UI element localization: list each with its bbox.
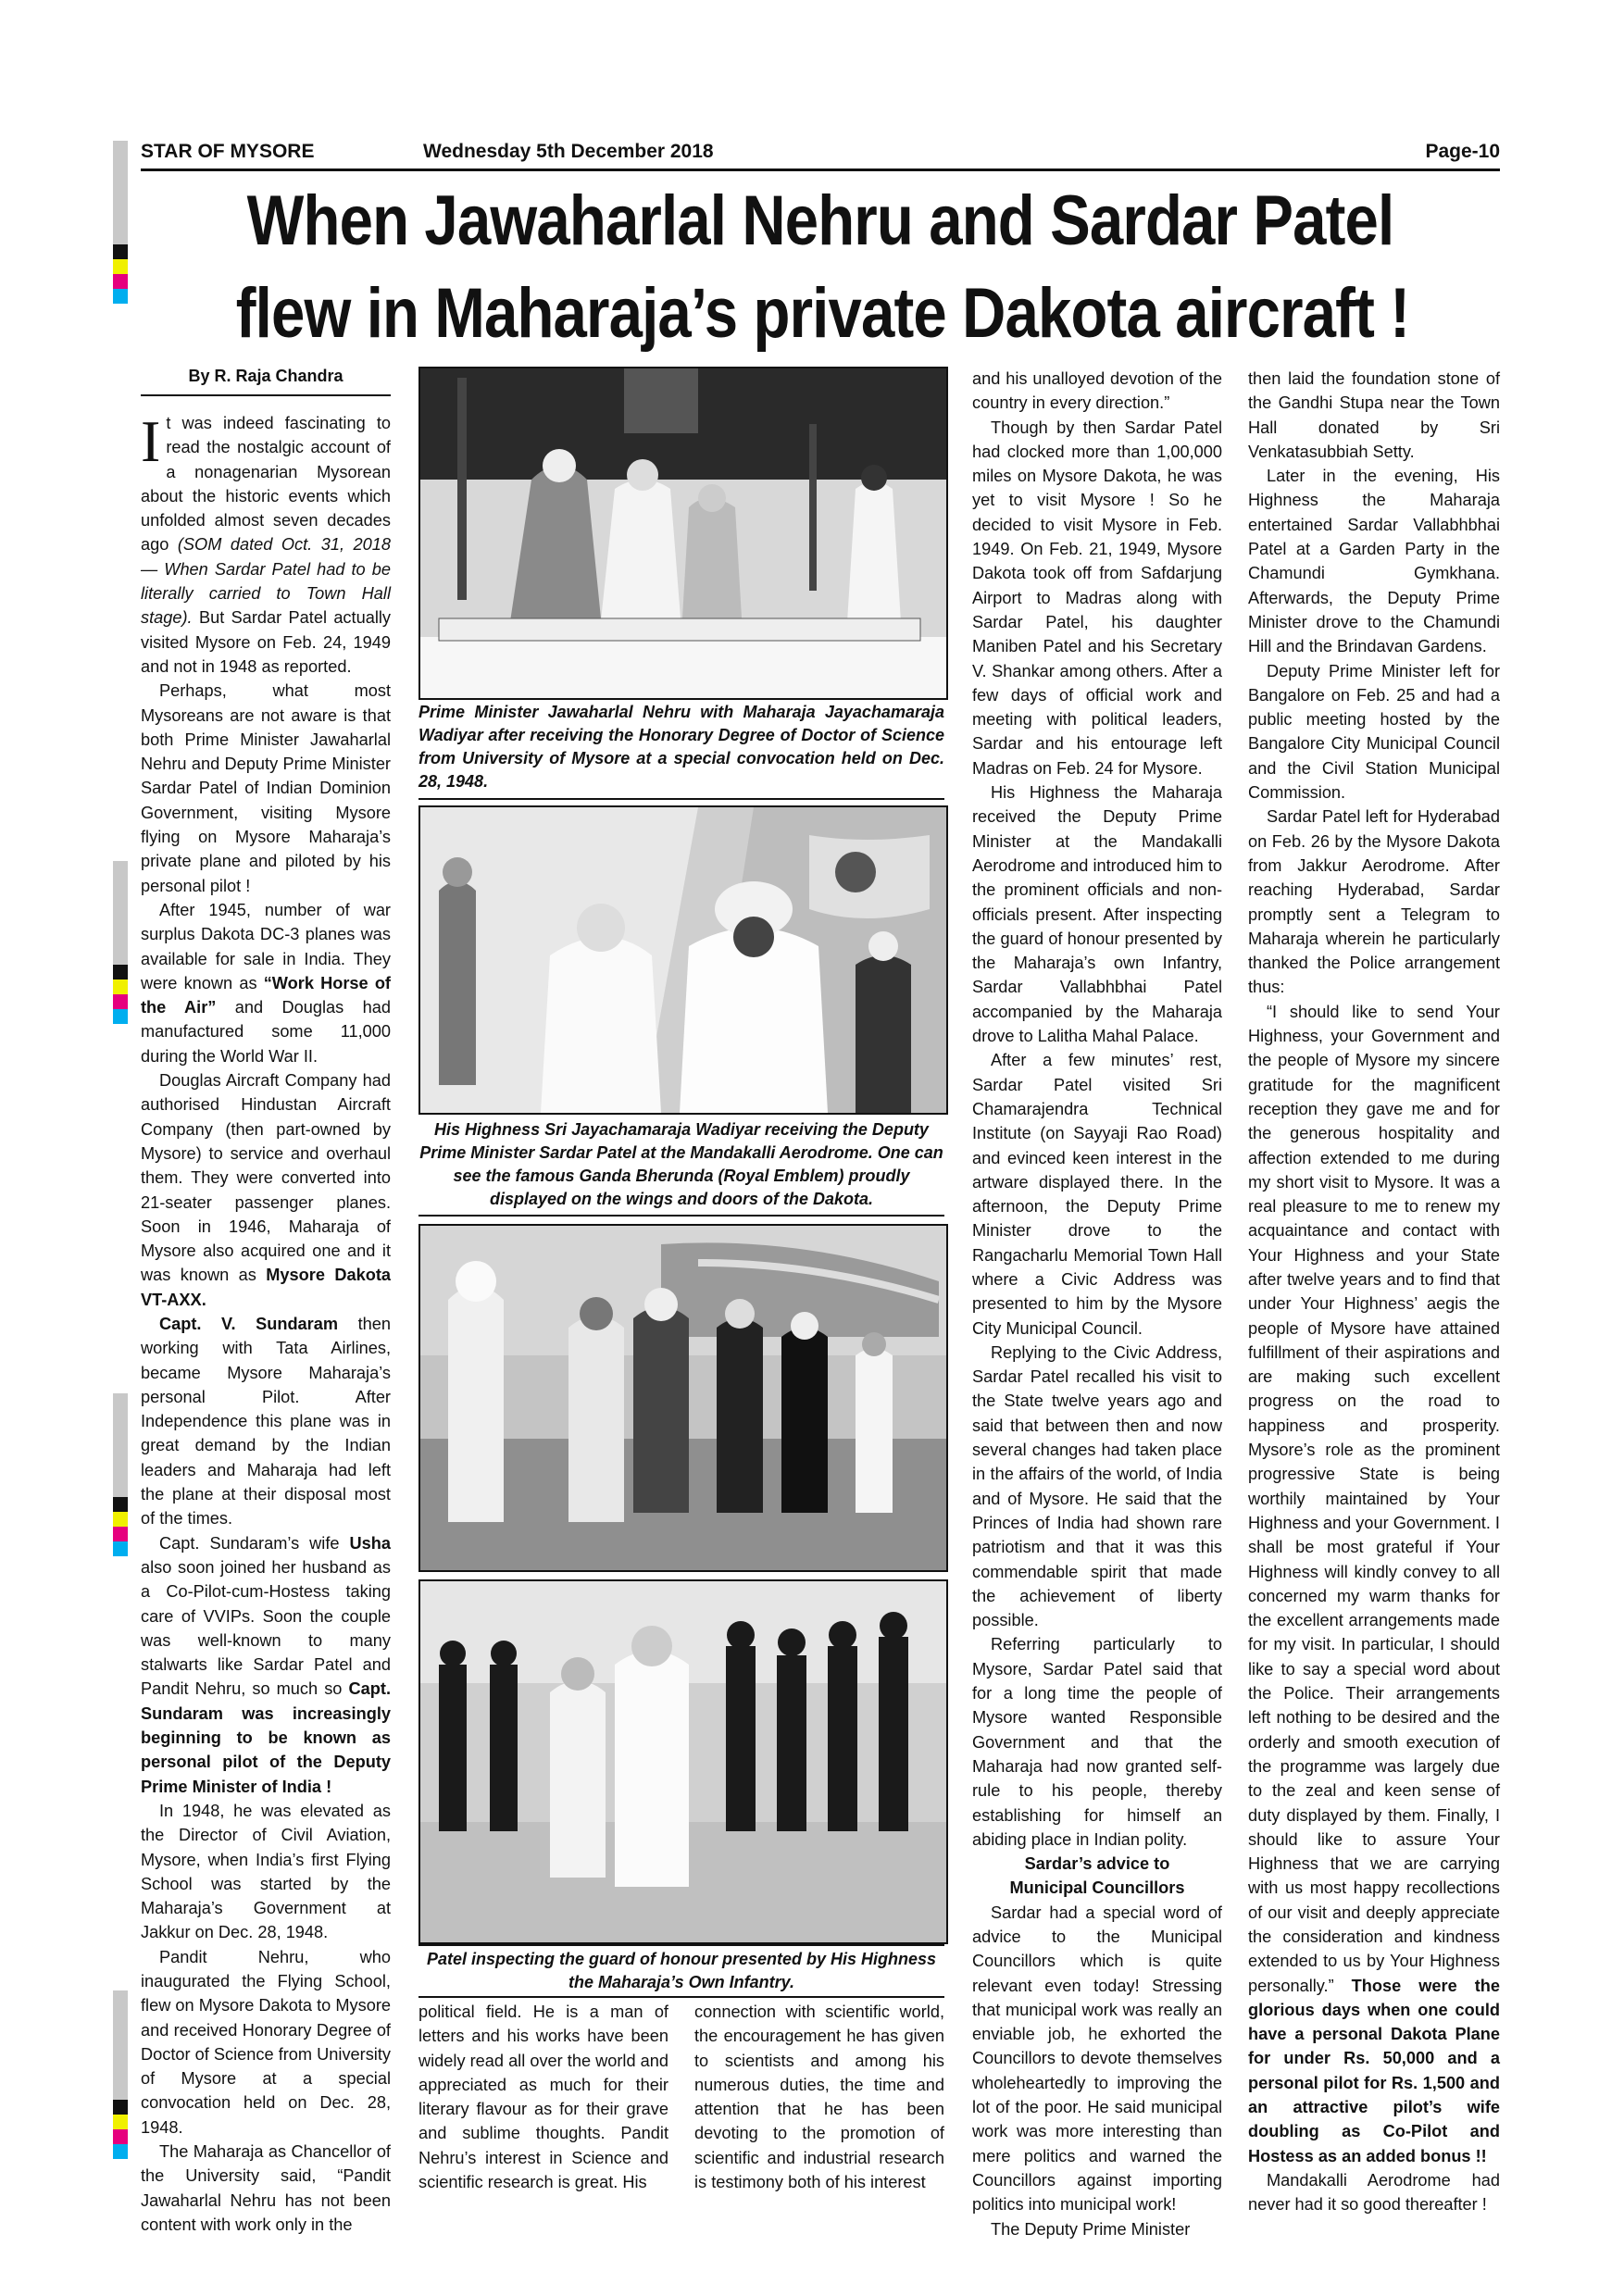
color-registration-mark [113,1990,128,2159]
publication-name: STAR OF MYSORE [141,141,315,162]
article-column-4: and his unalloyed devotion of the country in every direction.” Though by then Sardar Patel had clocked more than 1,00,000 miles on Mysore Dakota, he was yet to visit Mysore ! So he decided to visit Mysore in Feb. 1949. On Feb. 21, 1949, Mysore Dakota took off from Safdarjung Airport to Madras along with Sardar Patel, his daughter Maniben Patel and his Secretary V. Shankar among others. After a few days of official work and meeting with political leaders, Sardar and his entourage left Madras on Feb. 24 for Mysore. His Highness the Maharaja received the Deputy Prime Minister at the Mandakalli Aerodrome and introduced him to the prominent officials and non-officials present. After inspecting the guard of honour presented by the Maharaja’s own Infantry, Sardar Vallabhbhai Patel accompanied by the Maharaja drove to Lalitha Mahal Palace. After a few minutes’ rest, Sardar Patel visited Sri Chamarajendra Technical Institute (on Sayyaji Rao Road) and evinced keen interest in the artware displayed there. In the afternoon, the Deputy Prime Minister drove to the Rangacharlu Memorial Town Hall where a Civic Address was presented to him by the Mysore City Municipal Council. Replying to the Civic Address, Sardar Patel recalled his visit to the State twelve years ago and said that between then and now several changes had taken place in the affairs of the world, of India and of Mysore. He said that the Princes of India had shown rare patriotism and that it was this commendable spirit that made the achievement of liberty possible. Referring particularly to Mysore, Sardar Patel said that for a long time the people of Mysore wanted Responsible Government and that the Maharaja had now granted self-rule to his people, thereby establishing for himself an abiding place in Indian polity. Sardar’s advice to Municipal Councillors Sardar had a special word of advice to the Municipal Councillors which is quite relevant even today! Stressing that municipal work was really an enviable job, he exhorted the Councillors to devote themselves wholeheartedly to improving the lot of the poor. He said municipal work was more interesting than mere politics and warned the Councillors against importing politics into municipal work! The Deputy Prime Minister [972,369,1222,2239]
headline-line-2: flew in Maharaja’s private Dakota aircraft ! [235,274,1410,353]
caption-aerodrome: His Highness Sri Jayachamaraja Wadiyar receiving the Deputy Prime Minister Sardar Patel at the Mandakalli Aerodrome. One can see the famous Ganda Bherunda (Royal Emblem) proudly displayed on the wings and doors of the Dakota. [419,1120,943,1208]
drop-cap: I [141,408,161,474]
subheading: Municipal Councillors [1009,1878,1185,1898]
byline-rule [141,394,391,396]
header-rule [141,168,1500,171]
photo-convocation-icon [418,367,948,700]
page-number: Page-10 [1425,141,1500,162]
issue-date: Wednesday 5th December 2018 [423,141,714,162]
caption-guard-of-honour: Patel inspecting the guard of honour presented by His Highness the Maharaja’s Own Infantry. [426,1950,937,1991]
photo-guard-icon [418,1579,948,1944]
caption-convocation: Prime Minister Jawaharlal Nehru with Maharaja Jayachamaraja Wadiyar after receiving the Honorary Degree of Doctor of Science from University of Mysore at a special convocation held on Dec. 28, 1948. [418,703,944,791]
article-column-3: connection with scientific world, the encouragement he has given to scientists and among his numerous duties, the time and attention that he has been devoting to the promotion of scientific and industrial research is testimony both of his interest [694,2003,944,2192]
color-registration-mark [113,861,128,1024]
caption-rule [418,1944,944,1946]
headline-line-1: When Jawaharlal Nehru and Sardar Patel [246,181,1394,260]
color-registration-mark [113,141,128,304]
page-header [141,141,1500,167]
subheading: Sardar’s advice to [1024,1854,1170,1874]
article-column-1: It was indeed fascinating to read the nostalgic account of a nonagenarian Mysorean about the historic events which unfolded almost seven decades ago (SOM dated Oct. 31, 2018 — When Sardar Patel had to be literally carried to Town Hall stage). But Sardar Patel actually visited Mysore on Feb. 24, 1949 and not in 1948 as reported. Perhaps, what most Mysoreans are not aware is that both Prime Minister Jawaharlal Nehru and Deputy Prime Minister Sardar Patel of Indian Dominion Government, visiting Mysore flying on Mysore Maharaja’s private plane and piloted by his personal pilot ! After 1945, number of war surplus Dakota DC-3 planes was available for sale in India. They were known as “Work Horse of the Air” and Douglas had manufactured some 11,000 during the World War II. Douglas Aircraft Company had authorised Hindustan Aircraft Company (then part-owned by Mysore) to service and overhaul them. They were converted into 21-seater passenger planes. Soon in 1946, Maharaja of Mysore also acquired one and it was known as Mysore Dakota VT-AXX. Capt. V. Sundaram then working with Tata Airlines, became Mysore Maharaja’s personal Pilot. After Independence this plane was in great demand by the Indian leaders and Maharaja had left the plane at their disposal most of the times. Capt. Sundaram’s wife Usha also soon joined her husband as a Co-Pilot-cum-Hostess taking care of VVIPs. Soon the couple was well-known to many stalwarts like Sardar Patel and Pandit Nehru, so much so Capt. Sundaram was increasingly beginning to be known as personal pilot of the Deputy Prime Minister of India ! In 1948, he was elevated as the Director of Civil Aviation, Mysore, when India’s first Flying School was started by the Maharaja’s Government at Jakkur on Dec. 28, 1948. Pandit Nehru, who inaugurated the Flying School, flew on Mysore Dakota to Mysore and received Honorary Degree of Doctor of Science from University of Mysore at a special convocation held on Dec. 28, 1948. The Maharaja as Chancellor of the University said, “Pandit Jawaharlal Nehru has not been content with work only in the [141,408,392,2234]
photo-aerodrome-icon [418,805,948,1115]
color-registration-mark [113,1393,128,1556]
caption-rule [418,1996,944,1998]
caption-rule [418,798,944,800]
byline: By R. Raja Chandra [188,367,344,385]
article-column-2: political field. He is a man of letters and his works have been widely read all over the world and appreciated as much for their literary flavour as for their grave and sublime thoughts. Pandit Nehru’s interest in Science and scientific research is great. His [418,2003,668,2192]
photo-dakota-icon [418,1224,948,1572]
caption-rule [418,1215,944,1217]
article-column-5: then laid the foundation stone of the Gandhi Stupa near the Town Hall donated by Sri Venkatasubbiah Setty. Later in the evening, His Highness the Maharaja entertained Sardar Vallabhbhai Patel at a Garden Party in the Chamundi Gymkhana. Afterwards, the Deputy Prime Minister drove to the Chamundi Hill and the Brindavan Gardens. Deputy Prime Minister left for Bangalore on Feb. 25 and had a public meeting hosted by the Bangalore City Municipal Council and the Civil Station Municipal Commission. Sardar Patel left for Hyderabad on Feb. 26 by the Mysore Dakota from Jakkur Aerodrome. After reaching Hyderabad, Sardar promptly sent a Telegram to Maharaja wherein he particularly thanked the Police arrangement thus: “I should like to send Your Highness, your Government and the people of Mysore my sincere gratitude for the magnificent reception they gave me and for the generous hospitality and affection extended to me during my short visit to Mysore. It was a real pleasure to me to renew my acquaintance and contact with Your Highness and your State after twelve years and to find that under Your Highness’ aegis the people of Mysore have attained fulfillment of their aspirations and are making such excellent progress on the road to happiness and prosperity. Mysore’s role as the prominent progressive State is being worthily maintained by Your Highness and your Government. I shall be most grateful if Your Highness will kindly convey to all concerned my warm thanks for the excellent arrangements made for my visit. In particular, I should like to say a special word about the Police. Their arrangements left nothing to be desired and the orderly and smooth execution of the programme was largely due to the zeal and keen sense of duty displayed by them. Finally, I should like to assure Your Highness that we are carrying with us most happy recollections of our visit and deeply appreciate the consideration and kindness extended to us by Your Highness personally.” Those were the glorious days when one could have a personal Dakota Plane for under Rs. 50,000 and a personal pilot for Rs. 1,500 and an attractive pilot’s wife doubling as Co-Pilot and Hostess as an added bonus !! Mandakalli Aerodrome had never had it so good thereafter ! [1248,369,1500,2215]
